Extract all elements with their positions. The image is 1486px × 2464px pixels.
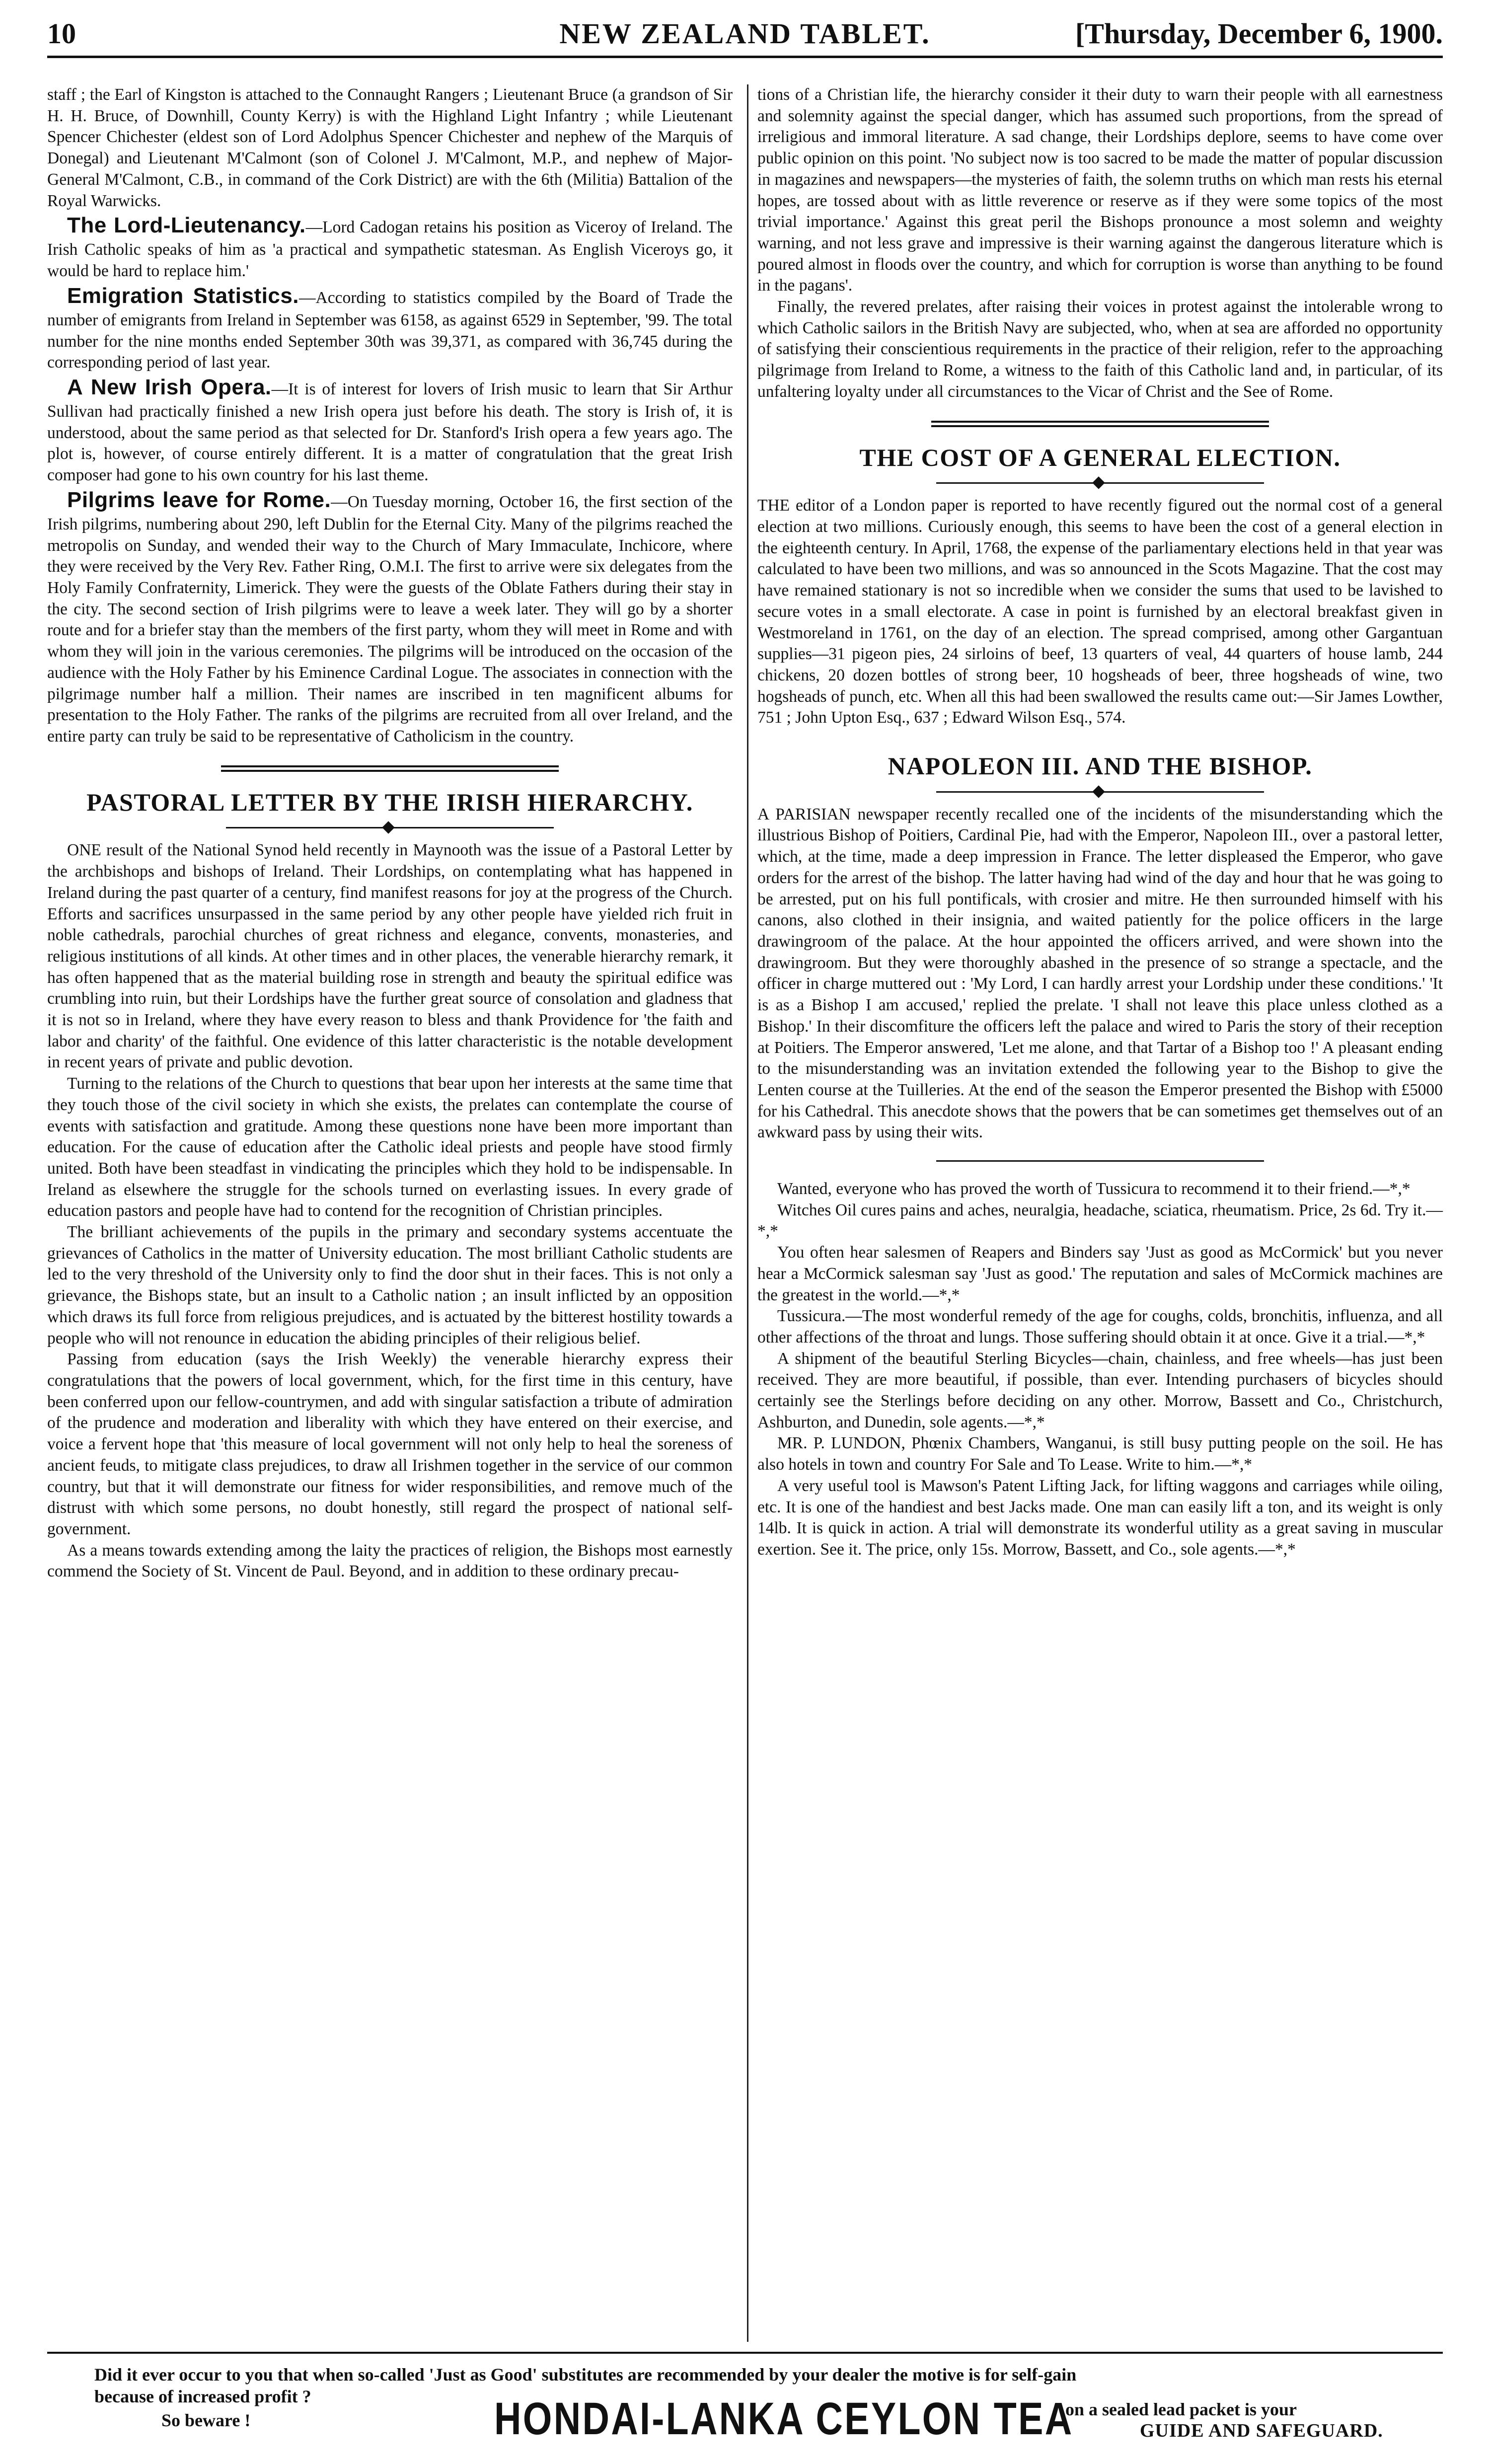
- napoleon-text: A PARISIAN newspaper recently recalled one of the incidents of the misunderstanding which the illustrious Bishop of Poitiers, Cardinal Pie, had with the Emperor, Napoleon III., over a pastoral letter, which, at the time, made a deep impression in France. The letter displeased the Emperor, who gave orders for the arrest of the bishop. The latter having had wind of the day and hour that he was going to be arrested, put on his full pontificals, with crosier and mitre. He then surrounded himself with his canons, also clothed in their insignia, and waited patiently for the police officers in the large drawingroom of the palace. At the hour appointed the officers arrived, and were shown into the drawingroom. But they were thoroughly abashed in the presence of so strange a spectacle, and the officer in charge muttered out : 'My Lord, I can hardly arrest your Lordship under these conditions.' 'It is as a Bishop I am accused,' replied the prelate. 'I shall not leave this place unless clothed as a Bishop.' In their discomfiture the officers left the palace and wired to Paris the story of their reception at Poitiers. The Emperor answered, 'Let me alone, and that Tartar of a Bishop too !' A pleasant ending to the misunderstanding was an invitation extended the following year to the Bishop to give the Lenten course at the Tuilleries. At the end of the season the Emperor presented the Bishop with £5000 for his Cathedral. This anecdote shows that the powers that be can sometimes get themselves out of an awkward pass by using their wits.: [757, 805, 1443, 1142]
- intro-paragraph: staff ; the Earl of Kingston is attached to the Connaught Rangers ; Lieutenant Bruce (a grandson of Sir H. H. Bruce, of Downhill, County Kerry) is with the Highland Light Infantry ; while Lieutenant Spencer Chichester (eldest son of Lord Adolphus Spencer Chichester and nephew of the Marquis of Donegal) and Lieutenant M'Calmont (son of Colonel J. M'Calmont, M.P., and nephew of Major-General M'Calmont, C.B., in command of the Cork District) are with the 6th (Militia) Battalion of the Royal Warwicks.: [47, 85, 733, 210]
- right-column: [757, 84, 1443, 1561]
- pastoral-paragraph: The brilliant achievements of the pupils in the primary and secondary systems accentuate the grievances of Catholics in the matter of University education. The most brilliant Catholic students are led to the very threshold of the University only to find the door shut in their faces. This is not only a grievance, the Bishops state, but an insult to a Catholic nation ; an insult inflicted by an opposition which draws its full force from religious prejudices, and is actuated by the bitterest hostility towards a people who will not renounce in education the abiding principles of their religious belief.: [47, 1223, 733, 1347]
- footer-line: Did it ever occur to you that when so-called 'Just as Good' substitutes are recommended by your dealer the motive is for self-gain: [94, 2365, 1077, 2385]
- pastoral-paragraph: As a means towards extending among the laity the practices of religion, the Bishops most earnestly commend the Society of St. Vincent de Paul. Beyond, and in addition to these ordinary precau-: [47, 1541, 733, 1581]
- ornament-rule: [757, 476, 1443, 489]
- news-item: [47, 212, 733, 282]
- advert-item: Tussicura.—The most wonderful remedy of the age for coughs, colds, bronchitis, influenza, and all other affections of the throat and lungs. Those suffering should obtain it at once. Give it a trial.—*,*: [757, 1307, 1443, 1346]
- footer-line: So beware !: [161, 2410, 251, 2430]
- advert-item: Wanted, everyone who has proved the worth of Tussicura to recommend it to their friend.—*,*: [777, 1180, 1411, 1198]
- issue-date: [Thursday, December 6, 1900.: [1075, 17, 1443, 50]
- footer-line: because of increased profit ?: [94, 2387, 311, 2406]
- footer-advert: [47, 2364, 1443, 2454]
- newspaper-title: NEW ZEALAND TABLET.: [559, 17, 931, 50]
- masthead: [47, 15, 1443, 55]
- pastoral-paragraph: Passing from education (says the Irish Weekly) the venerable hierarchy express their congratulations that the powers of local government, which, for the first time in this century, have been conferred upon our fellow-countrymen, and add with singular satisfaction a tribute of admiration of the prudence and moderation and liberality with which they have entered on their exercise, and voice a fervent hope that 'this measure of local government will not only help to heal the soreness of ancient feuds, to mitigate class prejudices, to draw all Irishmen together in the service of our common country, but that it will demonstrate our fitness for wider responsibilities, and remove much of the distrust with which some persons, no doubt honestly, still regard the prospect of national self-government.: [47, 1350, 733, 1538]
- news-heading: A New Irish Opera.: [67, 374, 272, 399]
- column-divider: [747, 84, 748, 2342]
- page-number: 10: [47, 17, 76, 50]
- masthead-rule: [47, 56, 1443, 58]
- news-text: —According to statistics compiled by the Board of Trade the number of emigrants from Ireland in September was 6158, as against 6529 in September, '99. The total number for the nine months ended September 30th was 39,371, as compared with 36,745 during the corresponding period of last year.: [47, 288, 733, 372]
- advert-item: A very useful tool is Mawson's Patent Lifting Jack, for lifting waggons and carriages while oiling, etc. It is one of the handiest and best Jacks made. One man can easily lift a ton, and its weight is only 14lb. It is quick in action. A trial will demonstrate its wonderful utility as a great saving in muscular exertion. See it. The price, only 15s. Morrow, Bassett, and Co., sole agents.—*,*: [757, 1476, 1443, 1559]
- election-title: THE COST OF A GENERAL ELECTION.: [859, 443, 1341, 471]
- ornament-rule: [757, 785, 1443, 798]
- pastoral-title: PASTORAL LETTER BY THE IRISH HIERARCHY.: [86, 788, 693, 816]
- left-column: [47, 84, 733, 1582]
- advert-item: Witches Oil cures pains and aches, neuralgia, headache, sciatica, rheumatism. Price, 2s 6d. Try it.—*,*: [757, 1200, 1443, 1241]
- pastoral-paragraph: ONE result of the National Synod held recently in Maynooth was the issue of a Pastoral Letter by the archbishops and bishops of Ireland. Their Lordships, on contemplating what has happened in Ireland during the past quarter of a century, find manifest reasons for joy at the progress of the Church. Efforts and sacrifices unsurpassed in the same period by any other people have yielded rich fruit in noble cathedrals, parochial churches of great richness and elegance, convents, monasteries, and religious institutions of all kinds. At other times and in other places, the venerable hierarchy remark, it has often happened that as the material building rose in strength and beauty the spiritual edifice was crumbling into ruin, but their Lordships have the further great source of consolation and gladness that it is not so in Ireland, where they have every reason to bless and thank Providence for 'the faith and labor and charity' of the faithful. One evidence of this latter characteristic is the notable development in recent years of private and public devotion.: [47, 841, 733, 1072]
- section-rule: [221, 765, 559, 772]
- section-rule: [936, 1160, 1264, 1162]
- pastoral-continued: Finally, the revered prelates, after raising their voices in protest against the intolerable wrong to which Catholic sailors in the British Navy are subjected, who, when at sea are afforded no opportunity of satisfying their conscientious requirements in the practice of their religion, refer to the approaching pilgrimage from Ireland to Rome, a witness to the faith of this Catholic land and, in particular, of its unfaltering loyalty under all circumstances to the Vicar of Christ and the See of Rome.: [757, 298, 1443, 401]
- tea-brand: HONDAI-LANKA CEYLON TEA: [494, 2393, 1074, 2444]
- footer-rule: [47, 2352, 1443, 2354]
- pastoral-continued: tions of a Christian life, the hierarchy consider it their duty to warn their people with all earnestness and solemnity against the special danger, which has assumed such proportions, from the spread of irreligious and immoral literature. A sad change, their Lordships deplore, seems to have come over public opinion on this point. 'No subject now is too sacred to be made the matter of popular discussion in magazines and newspapers—the mysteries of faith, the solemn truths on which man rests his eternal hopes, are tossed about with as little reverence or reserve as if they were some topics of the most trivial importance.' Against this great peril the Bishops pronounce a most solemn and weighty warning, and not less grave and impressive is their warning against the dangerous literature which is poured almost in floods over the country, and which for corruption is worse than anything to be found in the pagans'.: [757, 85, 1443, 295]
- news-item: [47, 373, 733, 486]
- news-heading: Emigration Statistics.: [67, 283, 299, 308]
- news-text: —It is of interest for lovers of Irish music to learn that Sir Arthur Sullivan had practically finished a new Irish opera just before his death. The story is Irish of, it is understood, about the same period as that selected for Dr. Stanford's Irish opera a few years ago. The plot is, however, of course entirely different. It is a matter of congratulation that the great Irish composer had gone to his own country for his last theme.: [47, 379, 733, 485]
- news-item: [47, 282, 733, 373]
- footer-line: on a sealed lead packet is your: [1065, 2399, 1297, 2419]
- news-heading: The Lord-Lieutenancy.: [67, 213, 306, 238]
- napoleon-title: NAPOLEON III. AND THE BISHOP.: [888, 752, 1313, 780]
- news-text: —On Tuesday morning, October 16, the first section of the Irish pilgrims, numbering about 290, left Dublin for the Eternal City. Many of the pilgrims reached the metropolis on Sunday, and wended their way to the Church of Mary Immaculate, Inchicore, where they were received by the Very Rev. Father Ring, O.M.I. The first to arrive were six delegates from the Holy Family Confraternity, Limerick. They were the guests of the Oblate Fathers during their stay in the city. The second section of Irish pilgrims were to leave a week later. They will go by a shorter route and for a briefer stay than the members of the first party, whom they will meet in Rome and with whom they will join in the various ceremonies. The pilgrims will be introduced on the occasion of the audience with the Holy Father by his Eminence Cardinal Logue. The associates in connection with the pilgrimage number half a million. Their names are inscribed in ten magnificent albums for presentation to the Holy Father. The ranks of the pilgrims are recruited from all over Ireland, and the entire party can truly be said to be representative of Catholicism in the country.: [47, 492, 733, 746]
- election-text: THE editor of a London paper is reported to have recently figured out the normal cost of a general election at two millions. Curiously enough, this seems to have been the cost of a general election in the eighteenth century. In April, 1768, the expense of the parliamentary elections held in that year was calculated to have been two millions, and was so announced in the Scots Magazine. That the cost may have remained stationary is not so incredible when we consider the sums that used to be lavished to secure votes in a small electorate. A case in point is furnished by an electoral breakfast given in Westmoreland in 1761, on the day of an election. The spread comprised, among other Gargantuan supplies—31 pigeon pies, 24 sirloins of beef, 13 quarters of veal, 44 quarters of house lamb, 244 chickens, 20 dozen bottles of strong beer, 10 hogsheads of beer, three hogsheads of wine, two hogsheads of punch, etc. When all this had been swallowed the results came out:—Sir James Lowther, 751 ; John Upton Esq., 637 ; Edward Wilson Esq., 574.: [757, 496, 1443, 727]
- pastoral-paragraph: Turning to the relations of the Church to questions that bear upon her interests at the same time that they touch those of the civil society in which she exists, the prelates can contemplate the course of events with satisfaction and gratitude. Among these questions none have been more important than education. For the cause of education after the Catholic ideal priests and people have stood firmly united. Both have been steadfast in vindicating the principles which they hold to be indispensable. In Ireland as elsewhere the struggle for the schools turned on everlasting issues. In every grade of education pastors and people have had to contend for the recognition of Christian principles.: [47, 1074, 733, 1220]
- news-text: —Lord Cadogan retains his position as Viceroy of Ireland. The Irish Catholic speaks of him as 'a practical and sympathetic statesman. As English Viceroys go, it would be hard to replace him.': [47, 218, 733, 281]
- news-heading: Pilgrims leave for Rome.: [67, 487, 331, 512]
- ornament-rule: [47, 821, 733, 834]
- advert-item: MR. P. LUNDON, Phœnix Chambers, Wanganui, is still busy putting people on the soil. He has also hotels in town and country For Sale and To Lease. Write to him.—*,*: [757, 1434, 1443, 1474]
- footer-slogan: GUIDE AND SAFEGUARD.: [1140, 2420, 1383, 2441]
- advert-item: A shipment of the beautiful Sterling Bicycles—chain, chainless, and free wheels—has just been received. They are more beautiful, if possible, than ever. Intending purchasers of bicycles should certainly see the Sterlings before deciding on any other. Morrow, Bassett and Co., Christchurch, Ashburton, and Dunedin, sole agents.—*,*: [757, 1349, 1443, 1431]
- advert-item: You often hear salesmen of Reapers and Binders say 'Just as good as McCormick' but you never hear a McCormick salesman say 'Just as good.' The reputation and sales of McCormick machines are the greatest in the world.—*,*: [757, 1243, 1443, 1304]
- advert-list: [757, 1179, 1443, 1561]
- news-item: [47, 486, 733, 747]
- section-rule: [931, 421, 1269, 427]
